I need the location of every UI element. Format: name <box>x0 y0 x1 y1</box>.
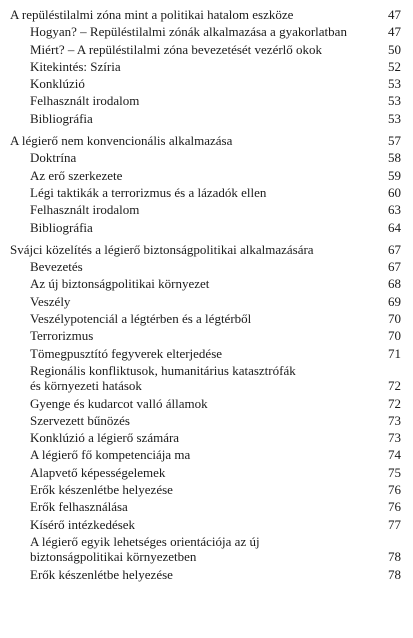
toc-page-number: 52 <box>388 58 401 74</box>
toc-entry-title: A légierő fő kompetenciája ma <box>30 447 191 463</box>
toc-page-number: 72 <box>388 378 401 394</box>
toc-section-entry <box>0 75 413 92</box>
toc-page-number: 69 <box>388 293 401 309</box>
toc-page-number: 64 <box>388 219 401 235</box>
toc-section-entry <box>0 412 413 429</box>
toc-page-number: 57 <box>388 133 401 149</box>
toc-entry-title: Erők felhasználása <box>30 499 128 515</box>
toc-entry-title: Svájci közelítés a légierő biztonságpolitikai alkalmazására <box>10 241 314 257</box>
toc-section-entry <box>0 429 413 446</box>
toc-page-number: 63 <box>388 202 401 218</box>
toc-entry-title: Konklúzió <box>30 76 85 92</box>
toc-section-entry <box>0 293 413 310</box>
toc-section-entry <box>0 345 413 362</box>
toc-entry-title: Az új biztonságpolitikai környezet <box>30 276 210 292</box>
toc-section-entry <box>0 446 413 463</box>
toc-section-entry <box>0 110 413 127</box>
toc-page-number: 77 <box>388 516 401 532</box>
toc-section-entry <box>0 498 413 515</box>
toc-entry-title: Kísérő intézkedések <box>30 516 136 532</box>
toc-entry-title: Bibliográfia <box>30 219 93 235</box>
toc-entry-title: Miért? – A repüléstilalmi zóna bevezetését vezérlő okok <box>30 41 323 57</box>
toc-entry-title: Gyenge és kudarcot valló államok <box>30 395 208 411</box>
toc-entry-title: Bevezetés <box>30 259 83 275</box>
toc-page-number: 59 <box>388 167 401 183</box>
toc-entry-title: Felhasznált irodalom <box>30 202 140 218</box>
toc-section-entry <box>0 58 413 75</box>
toc-section-entry <box>0 275 413 292</box>
toc-section-entry <box>0 533 413 566</box>
toc-section-entry <box>0 362 413 395</box>
toc-page-number: 73 <box>388 412 401 428</box>
toc-entry-title: Terrorizmus <box>30 328 94 344</box>
toc-chapter-entry <box>0 241 413 258</box>
toc-section-entry <box>0 41 413 58</box>
toc-entry-title: Tömegpusztító fegyverek elterjedése <box>30 345 223 361</box>
toc-section-entry <box>0 258 413 275</box>
toc-page-number: 72 <box>388 395 401 411</box>
toc-section-entry <box>0 92 413 109</box>
toc-page-number: 47 <box>388 24 401 40</box>
toc-chapter-entry <box>0 132 413 149</box>
toc-page-number: 50 <box>388 41 401 57</box>
toc-page-number: 70 <box>388 311 401 327</box>
toc-entry-title: A légierő nem konvencionális alkalmazása <box>10 133 233 149</box>
toc-entry-title: Légi taktikák a terrorizmus és a lázadók ellen <box>30 184 267 200</box>
toc-page-number: 73 <box>388 430 401 446</box>
toc-entry-title: Felhasznált irodalom <box>30 93 140 109</box>
toc-page-number: 74 <box>388 447 401 463</box>
toc-section-entry <box>0 464 413 481</box>
toc-chapter-entry <box>0 6 413 23</box>
toc-page-number: 53 <box>388 110 401 126</box>
toc-page-number: 67 <box>388 241 401 257</box>
toc-entry-title: Veszélypotenciál a légtérben és a légtérből <box>30 311 252 327</box>
toc-entry-title: Alapvető képességelemek <box>30 464 166 480</box>
toc-page-number: 78 <box>388 549 401 565</box>
toc-page-number: 53 <box>388 76 401 92</box>
toc-entry-title: Kitekintés: Szíria <box>30 58 121 74</box>
table-of-contents <box>0 6 413 583</box>
toc-section-entry <box>0 327 413 344</box>
toc-entry-title: Konklúzió a légierő számára <box>30 430 180 446</box>
toc-entry-title: Az erő szerkezete <box>30 167 123 183</box>
toc-entry-title: A légierő egyik lehetséges orientációja az új biztonságpolitikai környezetben <box>30 533 260 565</box>
toc-page-number: 47 <box>388 7 401 22</box>
toc-page-number: 76 <box>388 499 401 515</box>
toc-section-entry <box>0 149 413 166</box>
toc-entry-title: Szervezett bűnözés <box>30 412 130 428</box>
toc-page-number: 78 <box>388 566 401 582</box>
toc-entry-title: Hogyan? – Repüléstilalmi zónák alkalmazása a gyakorlatban <box>30 24 347 40</box>
toc-entry-title: Doktrína <box>30 150 77 166</box>
toc-entry-title: Erők készenlétbe helyezése <box>30 566 173 582</box>
toc-entry-title: Regionális konfliktusok, humanitárius katasztrófák és környezeti hatások <box>30 362 296 394</box>
toc-section-entry <box>0 184 413 201</box>
toc-page-number: 70 <box>388 328 401 344</box>
toc-section-entry <box>0 201 413 218</box>
toc-section-entry <box>0 566 413 583</box>
toc-section-entry <box>0 23 413 40</box>
toc-section-entry <box>0 481 413 498</box>
toc-section-entry <box>0 395 413 412</box>
toc-section-entry <box>0 167 413 184</box>
toc-page-number: 71 <box>388 345 401 361</box>
toc-page-number: 67 <box>388 259 401 275</box>
toc-section-entry <box>0 219 413 236</box>
toc-section-entry <box>0 310 413 327</box>
toc-page-number: 76 <box>388 482 401 498</box>
toc-section-entry <box>0 516 413 533</box>
toc-entry-title: Veszély <box>30 293 71 309</box>
toc-page-number: 58 <box>388 150 401 166</box>
toc-entry-title: Erők készenlétbe helyezése <box>30 482 173 498</box>
toc-page-number: 75 <box>388 464 401 480</box>
toc-entry-title: A repüléstilalmi zóna mint a politikai hatalom eszköze <box>10 7 294 22</box>
toc-entry-title: Bibliográfia <box>30 110 93 126</box>
toc-page-number: 53 <box>388 93 401 109</box>
toc-page-number: 68 <box>388 276 401 292</box>
toc-page-number: 60 <box>388 184 401 200</box>
